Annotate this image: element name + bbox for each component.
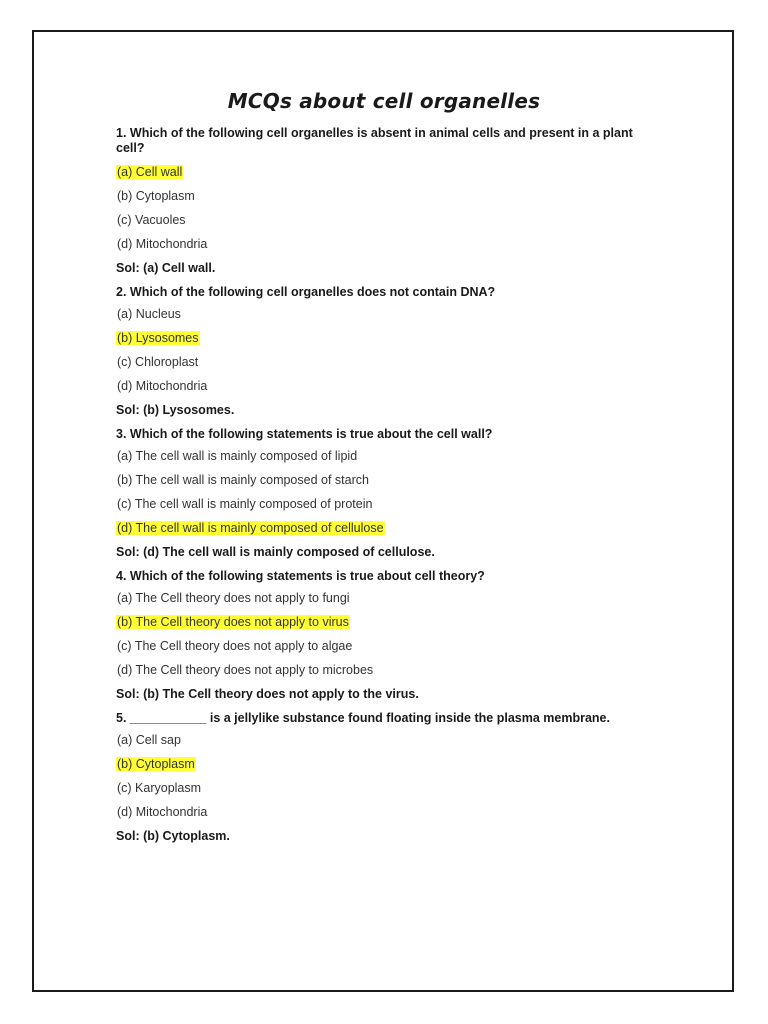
solution-text: Sol: (b) The Cell theory does not apply to the virus. xyxy=(116,687,419,701)
option: (c) Karyoplasm xyxy=(117,781,202,795)
option: (d) The Cell theory does not apply to microbes xyxy=(117,663,374,677)
question-block-1 xyxy=(116,126,646,276)
option: (b) The cell wall is mainly composed of starch xyxy=(117,473,369,487)
option: (a) Nucleus xyxy=(117,307,181,321)
option: (a) The cell wall is mainly composed of lipid xyxy=(117,449,358,463)
solution-text: Sol: (d) The cell wall is mainly composed of cellulose. xyxy=(116,545,435,559)
option: (a) Cell sap xyxy=(117,733,181,747)
option: (c) Vacuoles xyxy=(117,213,186,227)
question-block-5 xyxy=(116,711,646,844)
option: (c) The Cell theory does not apply to algae xyxy=(117,639,353,653)
option: (a) The Cell theory does not apply to fungi xyxy=(117,591,350,605)
option-correct: (b) The Cell theory does not apply to virus xyxy=(117,615,349,629)
question-block-3 xyxy=(116,427,646,560)
solution-text: Sol: (b) Lysosomes. xyxy=(116,403,235,417)
option: (c) The cell wall is mainly composed of protein xyxy=(117,497,373,511)
question-text: 2. Which of the following cell organelles does not contain DNA? xyxy=(116,285,496,299)
option: (d) Mitochondria xyxy=(117,379,208,393)
page-title: MCQs about cell organelles xyxy=(227,89,541,113)
question-text: 1. Which of the following cell organelles is absent in animal cells and present in a plant cell? xyxy=(116,126,633,155)
option: (c) Chloroplast xyxy=(117,355,199,369)
option: (d) Mitochondria xyxy=(117,805,208,819)
option: (d) Mitochondria xyxy=(117,237,208,251)
option-correct: (d) The cell wall is mainly composed of cellulose xyxy=(117,521,384,535)
mcq-list xyxy=(116,126,646,853)
question-text: 3. Which of the following statements is true about the cell wall? xyxy=(116,427,493,441)
option-correct: (b) Lysosomes xyxy=(117,331,199,345)
question-text: 5. ___________ is a jellylike substance found floating inside the plasma membrane. xyxy=(116,711,610,725)
solution-text: Sol: (a) Cell wall. xyxy=(116,261,216,275)
solution-text: Sol: (b) Cytoplasm. xyxy=(116,829,230,843)
question-block-4 xyxy=(116,569,646,702)
option-correct: (b) Cytoplasm xyxy=(117,757,195,771)
option-correct: (a) Cell wall xyxy=(117,165,183,179)
question-text: 4. Which of the following statements is true about cell theory? xyxy=(116,569,485,583)
question-block-2 xyxy=(116,285,646,418)
option: (b) Cytoplasm xyxy=(117,189,195,203)
